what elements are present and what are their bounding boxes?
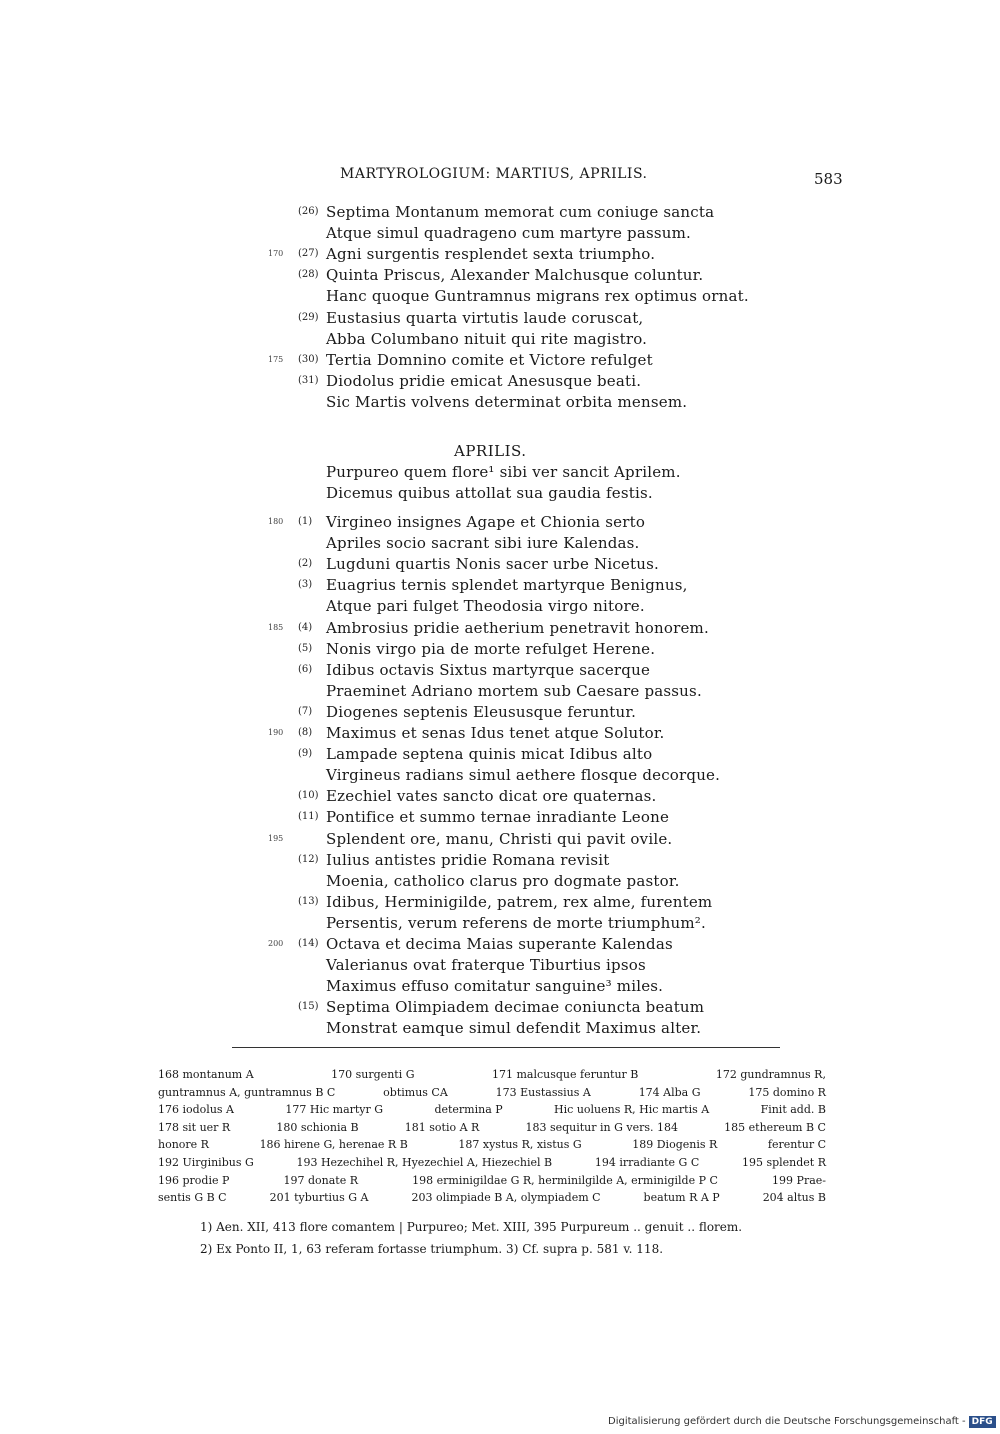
- verse-text: Monstrat eamque simul defendit Maximus alter.: [326, 1019, 702, 1038]
- apparatus-entry: 183 sequitur in G vers. 184: [525, 1120, 679, 1134]
- apparatus-entry: ferentur C: [767, 1138, 826, 1152]
- day-marker: (27): [298, 248, 319, 260]
- day-marker: (8): [298, 727, 313, 738]
- verse-text: Hanc quoque Guntramnus migrans rex optimus ornat.: [326, 287, 749, 306]
- verse-text: Euagrius ternis splendet martyrque Benignus,: [326, 576, 688, 595]
- verse-text: Abba Columbano nituit qui rite magistro.: [326, 329, 648, 348]
- day-marker: (10): [298, 790, 319, 802]
- apparatus-entry: 178 sit uer R: [158, 1120, 231, 1134]
- day-marker: (7): [298, 705, 313, 717]
- running-title: MARTYROLOGIUM: MARTIUS, APRILIS.: [340, 166, 648, 182]
- apparatus-entry: 196 prodie P: [158, 1173, 230, 1187]
- verse-text: Pontifice et summo ternae inradiante Leone: [326, 808, 670, 827]
- verse-text: Septima Olimpiadem decimae coniuncta beatum: [326, 998, 705, 1017]
- apparatus-entry: guntramnus A, guntramnus B C: [158, 1085, 336, 1099]
- day-marker: (26): [298, 206, 319, 217]
- line-number: 175: [268, 354, 284, 364]
- verse-text: Septima Montanum memorat cum coniuge sancta: [326, 203, 715, 221]
- footnote-separator: [232, 1047, 780, 1048]
- apparatus-line: [158, 1121, 826, 1137]
- dfg-credit: [608, 1416, 996, 1428]
- verse-text: Lampade septena quinis micat Idibus alto: [326, 745, 653, 764]
- verse-text: Persentis, verum referens de morte triumphum².: [326, 913, 706, 932]
- verse-text: Eustasius quarta virtutis laude coruscat,: [326, 308, 644, 327]
- verse-text: Quinta Priscus, Alexander Malchusque coluntur.: [326, 266, 704, 285]
- apparatus-entry: 171 malcusque feruntur B: [492, 1068, 639, 1081]
- apparatus-entry: Finit add. B: [760, 1103, 826, 1117]
- section-title-aprilis: APRILIS.: [454, 442, 527, 460]
- apparatus-entry: 203 olimpiade B A, olympiadem C: [411, 1191, 601, 1205]
- dfg-logo: DFG: [969, 1416, 996, 1428]
- apparatus-entry: 199 Prae-: [772, 1173, 826, 1187]
- day-marker: (14): [298, 938, 319, 949]
- verse-text: Splendent ore, manu, Christi qui pavit ovile.: [326, 829, 673, 848]
- apparatus-entry: 204 altus B: [762, 1191, 826, 1205]
- apparatus-line: [158, 1174, 826, 1190]
- day-marker: (28): [298, 269, 319, 281]
- line-number: 195: [268, 833, 284, 843]
- verse-text: Nonis virgo pia de morte refulget Herene.: [326, 639, 656, 658]
- apparatus-entry: Hic uoluens R, Hic martis A: [554, 1103, 710, 1117]
- footnote-2-3: 2) Ex Ponto II, 1, 63 referam fortasse triumphum. 3) Cf. supra p. 581 v. 118.: [200, 1242, 664, 1256]
- verse-text: Maximus et senas Idus tenet atque Solutor.: [326, 724, 665, 742]
- verse-text: Idibus, Herminigilde, patrem, rex alme, furentem: [326, 892, 713, 911]
- verse-text: Sic Martis volvens determinat orbita mensem.: [326, 392, 688, 411]
- verse-text: Diogenes septenis Eleususque feruntur.: [326, 702, 637, 721]
- apparatus-entry: 198 erminigildae G R, herminilgilde A, erminigilde P C: [412, 1173, 718, 1187]
- apparatus-entry: 193 Hezechihel R, Hyezechiel A, Hiezechiel B: [296, 1156, 553, 1169]
- apparatus-entry: 192 Uirginibus G: [158, 1156, 254, 1169]
- day-marker: (1): [298, 516, 313, 527]
- day-marker: (11): [298, 811, 319, 823]
- apparatus-entry: obtimus CA: [383, 1085, 448, 1099]
- verse-text: Ezechiel vates sancto dicat ore quaternas.: [326, 787, 657, 806]
- apparatus-line: [158, 1156, 826, 1172]
- day-marker: (30): [298, 353, 319, 365]
- apparatus-entry: 176 iodolus A: [158, 1103, 234, 1117]
- verse-text: Ambrosius pridie aetherium penetravit honorem.: [326, 618, 709, 637]
- day-marker: (2): [298, 558, 313, 570]
- day-marker: (13): [298, 895, 319, 907]
- day-marker: (9): [298, 748, 313, 760]
- intro-line: Dicemus quibus attollat sua gaudia festis.: [326, 484, 653, 502]
- apparatus-line: [158, 1103, 826, 1119]
- verse-text: Octava et decima Maias superante Kalendas: [326, 935, 673, 953]
- apparatus-entry: sentis G B C: [158, 1191, 227, 1205]
- intro-line: Purpureo quem flore¹ sibi ver sancit Aprilem.: [326, 463, 681, 481]
- verse-text: Valerianus ovat fraterque Tiburtius ipsos: [326, 956, 646, 975]
- apparatus-entry: 185 ethereum B C: [724, 1120, 826, 1134]
- day-marker: (12): [298, 853, 319, 865]
- verse-text: Virgineo insignes Agape et Chionia serto: [326, 513, 646, 531]
- verse-text: Diodolus pridie emicat Anesusque beati.: [326, 371, 642, 390]
- verse-text: Iulius antistes pridie Romana revisit: [326, 850, 610, 869]
- apparatus-line: [158, 1086, 826, 1102]
- apparatus-entry: 177 Hic martyr G: [285, 1103, 384, 1117]
- page-number: 583: [814, 170, 843, 188]
- day-marker: (29): [298, 311, 319, 323]
- day-marker: (6): [298, 663, 313, 675]
- line-number: 190: [268, 728, 284, 737]
- line-number: 200: [268, 939, 284, 948]
- verse-text: Atque simul quadrageno cum martyre passum.: [326, 224, 692, 243]
- verse-text: Idibus octavis Sixtus martyrque sacerque: [326, 660, 651, 679]
- apparatus-entry: 174 Alba G: [638, 1085, 701, 1099]
- apparatus-entry: 170 surgenti G: [331, 1068, 415, 1081]
- day-marker: (5): [298, 642, 313, 654]
- verse-text: Lugduni quartis Nonis sacer urbe Nicetus.: [326, 555, 659, 574]
- day-marker: (15): [298, 1001, 319, 1013]
- verse-text: Apriles socio sacrant sibi iure Kalendas.: [326, 534, 640, 553]
- line-number: 185: [268, 622, 284, 632]
- apparatus-entry: 173 Eustassius A: [495, 1085, 591, 1099]
- apparatus-entry: 175 domino R: [748, 1085, 826, 1099]
- verse-text: Praeminet Adriano mortem sub Caesare passus.: [326, 681, 702, 700]
- day-marker: (31): [298, 374, 319, 386]
- apparatus-entry: honore R: [158, 1138, 209, 1152]
- day-marker: (3): [298, 579, 313, 591]
- apparatus-entry: beatum R A P: [643, 1191, 720, 1205]
- line-number: 170: [268, 249, 284, 259]
- apparatus-entry: 168 montanum A: [158, 1068, 254, 1081]
- apparatus-line: [158, 1191, 826, 1207]
- apparatus-entry: determina P: [434, 1103, 503, 1117]
- verse-text: Atque pari fulget Theodosia virgo nitore.: [326, 597, 645, 616]
- apparatus-entry: 195 splendet R: [741, 1156, 826, 1169]
- verse-text: Agni surgentis resplendet sexta triumpho.: [326, 245, 656, 264]
- apparatus-entry: 186 hirene G, herenae R B: [259, 1138, 408, 1152]
- verse-text: Maximus effuso comitatur sanguine³ miles.: [326, 977, 664, 996]
- apparatus-entry: 194 irradiante G C: [594, 1156, 700, 1169]
- apparatus-line: [158, 1138, 826, 1154]
- verse-text: Virgineus radians simul aethere flosque decorque.: [326, 766, 721, 785]
- apparatus-entry: 201 tyburtius G A: [269, 1191, 369, 1205]
- apparatus-entry: 172 gundramnus R,: [715, 1068, 826, 1081]
- apparatus-entry: 181 sotio A R: [404, 1120, 480, 1134]
- verse-text: Tertia Domnino comite et Victore refulget: [326, 350, 653, 369]
- line-number: 180: [268, 517, 284, 526]
- apparatus-entry: 189 Diogenis R: [632, 1138, 718, 1152]
- apparatus-entry: 187 xystus R, xistus G: [458, 1138, 582, 1152]
- footnote-1: 1) Aen. XII, 413 flore comantem | Purpureo; Met. XIII, 395 Purpureum .. genuit .. florem.: [200, 1220, 743, 1234]
- apparatus-entry: 197 donate R: [283, 1173, 359, 1187]
- day-marker: (4): [298, 621, 313, 633]
- apparatus-line: [158, 1068, 826, 1084]
- dfg-credit-text: Digitalisierung gefördert durch die Deutsche Forschungsgemeinschaft -: [608, 1416, 966, 1427]
- verse-text: Moenia, catholico clarus pro dogmate pastor.: [326, 871, 680, 890]
- apparatus-entry: 180 schionia B: [276, 1120, 359, 1134]
